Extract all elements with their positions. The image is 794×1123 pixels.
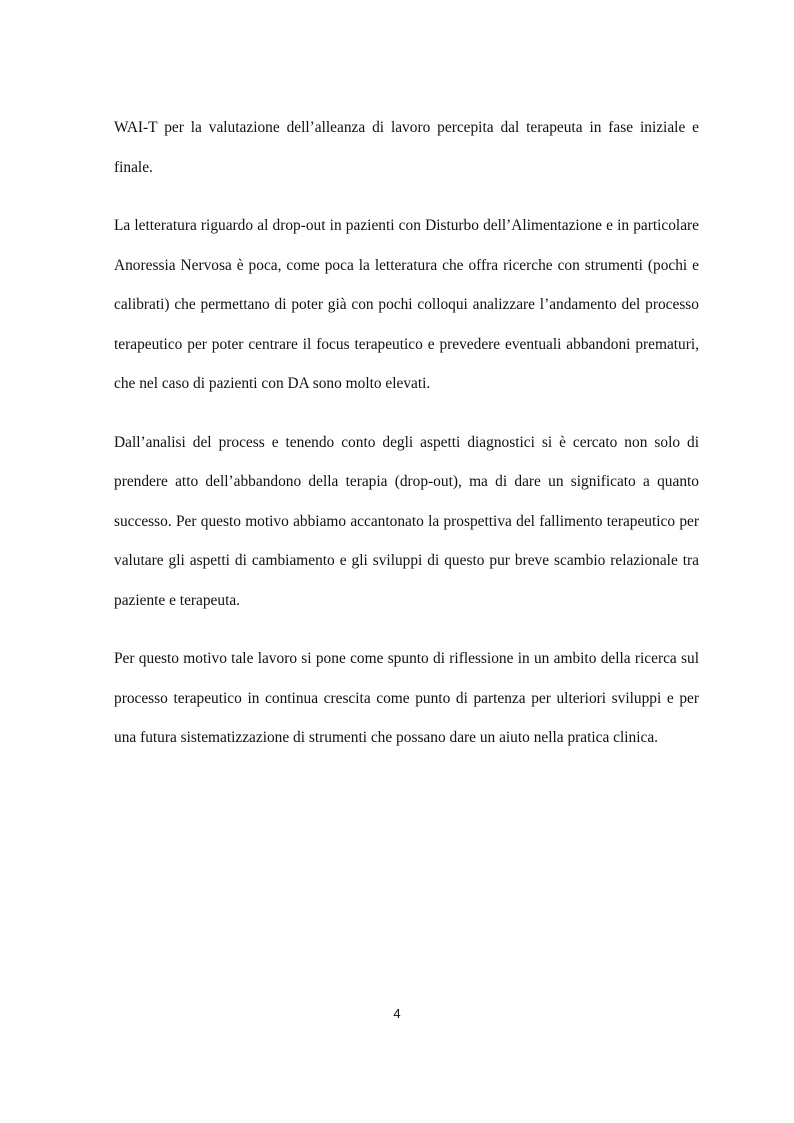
paragraph-dropout-literature: La letteratura riguardo al drop-out in pazienti con Disturbo dell’Alimentazione e in particolare Anoressia Nervosa è poca, come poca la letteratura che offra ricerche con strumenti (pochi e calibrati) che permettano di poter già con pochi colloqui analizzare l’andamento del processo terapeutico per poter centrare il focus terapeutico e prevedere eventuali abbandoni prematuri, che nel caso di pazienti con DA sono molto elevati. — [114, 217, 699, 392]
paragraph-wai-t: WAI-T per la valutazione dell’alleanza di lavoro percepita dal terapeuta in fase iniziale e finale. — [114, 119, 699, 176]
paragraph-process-analysis: Dall’analisi del process e tenendo conto degli aspetti diagnostici si è cercato non solo di prendere atto dell’abbandono della terapia (drop-out), ma di dare un significato a quanto successo. Per questo motivo abbiamo accantonato la prospettiva del fallimento terapeutico per valutare gli aspetti di cambiamento e gli sviluppi di questo pur breve scambio relazionale tra paziente e terapeuta. — [114, 433, 699, 609]
paragraph-conclusion: Per questo motivo tale lavoro si pone come spunto di riflessione in un ambito della ricerca sul processo terapeutico in continua crescita come punto di partenza per ulteriori sviluppi e per una futura sistematizzazione di strumenti che possano dare un aiuto nella pratica clinica. — [114, 650, 699, 746]
page-number: 4 — [393, 1006, 401, 1021]
page-body — [114, 108, 699, 777]
